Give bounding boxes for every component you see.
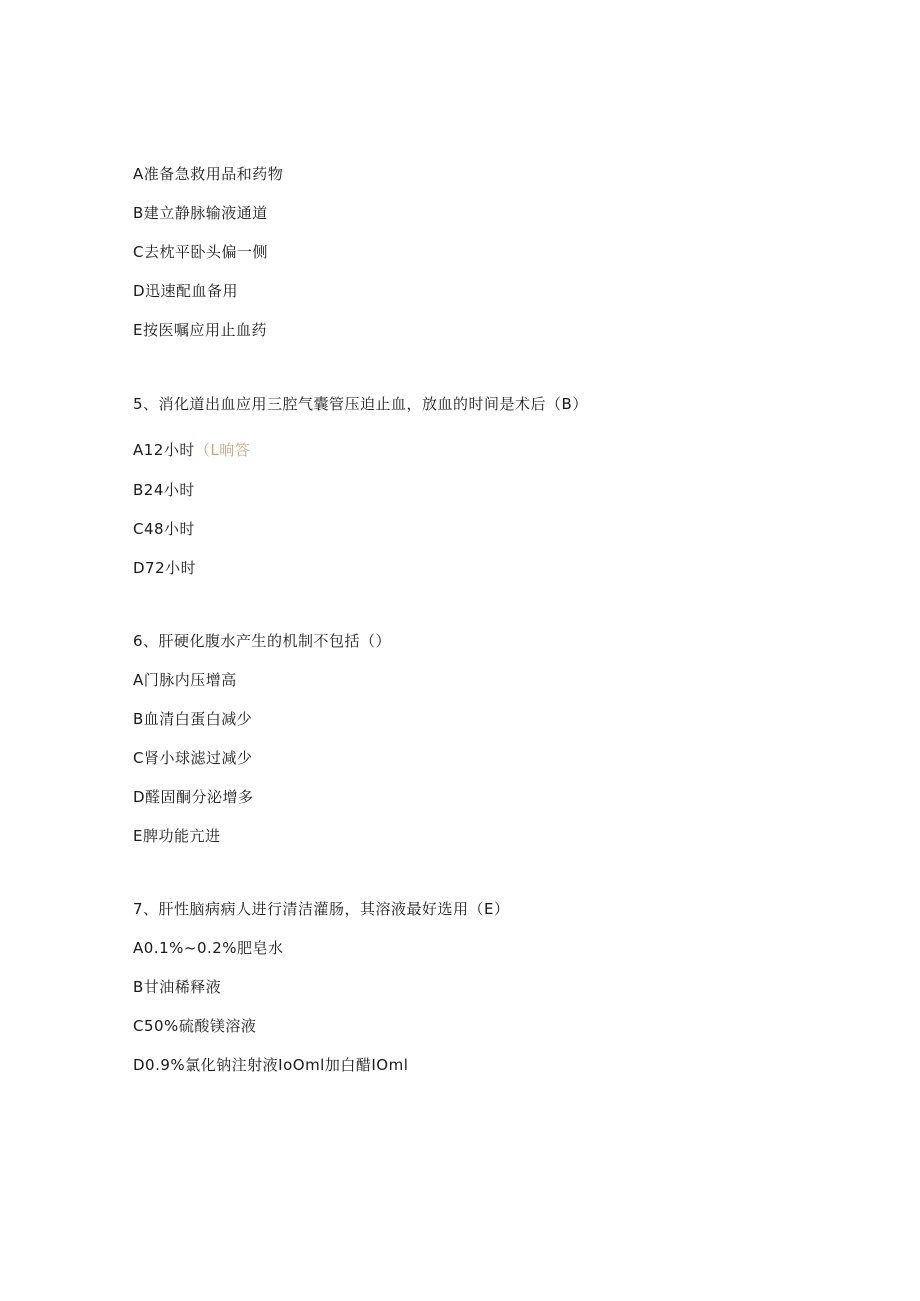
q4-option-a: A准备急救用品和药物 (133, 165, 284, 183)
q4-option-e: E按医嘱应用止血药 (133, 321, 267, 339)
q6-option-b: B血清白蛋白减少 (133, 710, 253, 728)
q5-option-a-note: （L晌答 (194, 441, 251, 459)
q7-option-a: A0.1%~0.2%肥皂水 (133, 939, 284, 957)
q7-option-d: D0.9%氯化钠注射液IoOml加白醋IOml (133, 1056, 409, 1074)
q6-option-c: C肾小球滤过减少 (133, 749, 253, 767)
q6-option-a: A门脉内压增高 (133, 671, 237, 689)
q4-option-d: D迅速配血备用 (133, 282, 239, 300)
q5-option-a-text: A12小时 (133, 441, 195, 459)
q5-option-c: C48小时 (133, 520, 196, 538)
q4-option-c: C去枕平卧头偏一侧 (133, 243, 268, 261)
q5-question: 5、消化道出血应用三腔气囊管压迫止血，放血的时间是术后（B） (133, 395, 588, 413)
q7-option-b: B甘油稀释液 (133, 978, 222, 996)
q7-option-c: C50%硫酸镁溶液 (133, 1017, 257, 1035)
q6-question: 6、肝硬化腹水产生的机制不包括（） (133, 632, 392, 650)
q5-option-b: B24小时 (133, 481, 195, 499)
q5-option-d: D72小时 (133, 559, 197, 577)
q7-question: 7、肝性脑病病人进行清洁灌肠，其溶液最好选用（E） (133, 900, 510, 918)
q5-option-a (133, 440, 250, 460)
q4-option-b: B建立静脉输液通道 (133, 204, 268, 222)
q6-option-d: D醛固酮分泌增多 (133, 788, 254, 806)
q6-option-e: E脾功能亢进 (133, 827, 221, 845)
